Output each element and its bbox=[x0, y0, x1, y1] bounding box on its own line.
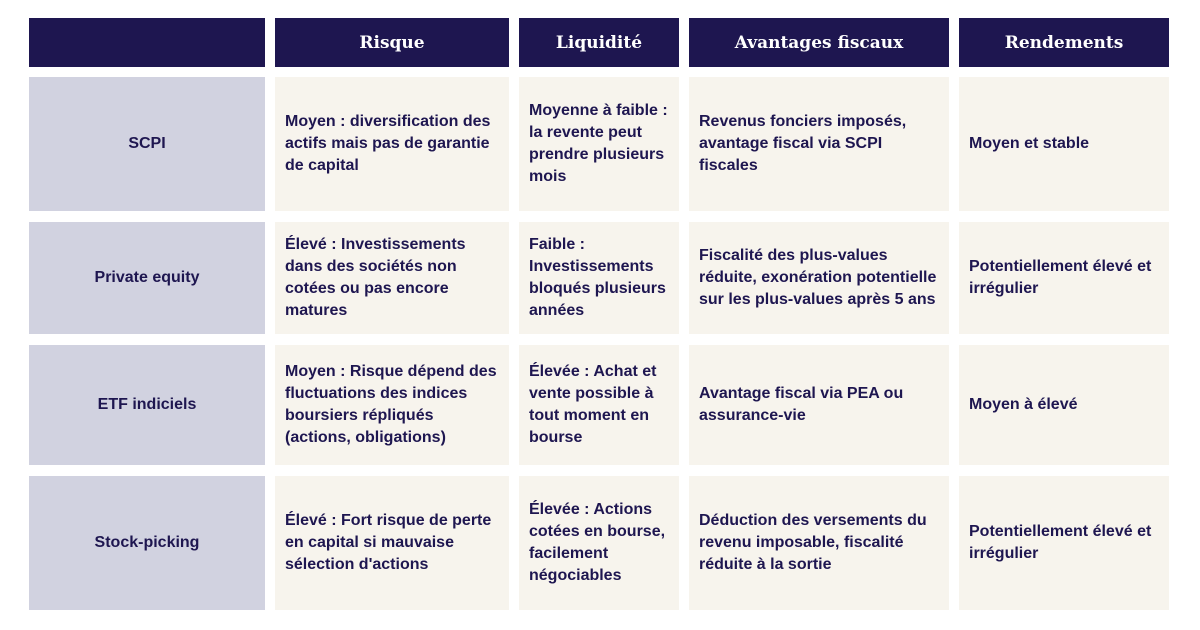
table-cell bbox=[959, 345, 1169, 465]
cell-text: Faible : Investissements bloqués plusieurs années bbox=[529, 236, 666, 319]
table-cell bbox=[959, 77, 1169, 211]
header-liquidite-label: Liquidité bbox=[555, 32, 643, 53]
header-rendements-label: Rendements bbox=[1004, 32, 1124, 53]
cell-text: Potentiellement élevé et irrégulier bbox=[969, 523, 1152, 562]
header-cell-empty bbox=[29, 18, 265, 67]
table-cell bbox=[689, 345, 949, 465]
cell-text: Moyen : diversification des actifs mais pas de garantie de capital bbox=[285, 113, 491, 174]
table-cell bbox=[959, 476, 1169, 610]
cell-text: Élevé : Investissements dans des sociétés non cotées ou pas encore matures bbox=[285, 236, 466, 319]
header-risque-label: Risque bbox=[359, 32, 425, 53]
table-cell bbox=[275, 476, 509, 610]
row-label-etf-indiciels bbox=[29, 345, 265, 465]
cell-text: Élevé : Fort risque de perte en capital si mauvaise sélection d'actions bbox=[285, 512, 492, 573]
row-label-stock-picking bbox=[29, 476, 265, 610]
header-cell-rendements bbox=[959, 18, 1169, 67]
table-cell bbox=[519, 222, 679, 334]
table-cell bbox=[275, 345, 509, 465]
cell-text: Moyen à élevé bbox=[969, 396, 1078, 413]
table-cell bbox=[275, 222, 509, 334]
header-cell-liquidite bbox=[519, 18, 679, 67]
cell-text: Moyenne à faible : la revente peut prendre plusieurs mois bbox=[529, 102, 668, 185]
row-label-text: ETF indiciels bbox=[97, 396, 197, 413]
row-label-scpi bbox=[29, 77, 265, 211]
cell-text: Avantage fiscal via PEA ou assurance-vie bbox=[699, 385, 904, 424]
cell-text: Moyen : Risque dépend des fluctuations des indices boursiers répliqués (actions, obligations) bbox=[285, 363, 497, 446]
table-cell bbox=[519, 476, 679, 610]
table-cell bbox=[275, 77, 509, 211]
row-label-text: Stock-picking bbox=[94, 534, 200, 551]
row-label-private-equity bbox=[29, 222, 265, 334]
cell-text: Élevée : Actions cotées en bourse, facilement négociables bbox=[529, 501, 666, 584]
cell-text: Déduction des versements du revenu imposable, fiscalité réduite à la sortie bbox=[699, 512, 927, 573]
header-cell-risque bbox=[275, 18, 509, 67]
cell-text: Revenus fonciers imposés, avantage fiscal via SCPI fiscales bbox=[699, 113, 907, 174]
header-avantages-label: Avantages fiscaux bbox=[734, 32, 904, 53]
row-label-text: Private equity bbox=[94, 269, 200, 286]
header-cell-avantages-fiscaux bbox=[689, 18, 949, 67]
cell-text: Élevée : Achat et vente possible à tout moment en bourse bbox=[529, 363, 657, 446]
cell-text: Fiscalité des plus-values réduite, exonération potentielle sur les plus-values après 5 ans bbox=[699, 247, 937, 308]
cell-text: Moyen et stable bbox=[969, 135, 1090, 152]
table-cell bbox=[689, 222, 949, 334]
table-cell bbox=[689, 476, 949, 610]
table-cell bbox=[959, 222, 1169, 334]
row-label-text: SCPI bbox=[128, 135, 166, 152]
table-cell bbox=[519, 345, 679, 465]
table-cell bbox=[689, 77, 949, 211]
cell-text: Potentiellement élevé et irrégulier bbox=[969, 258, 1152, 297]
table-cell bbox=[519, 77, 679, 211]
